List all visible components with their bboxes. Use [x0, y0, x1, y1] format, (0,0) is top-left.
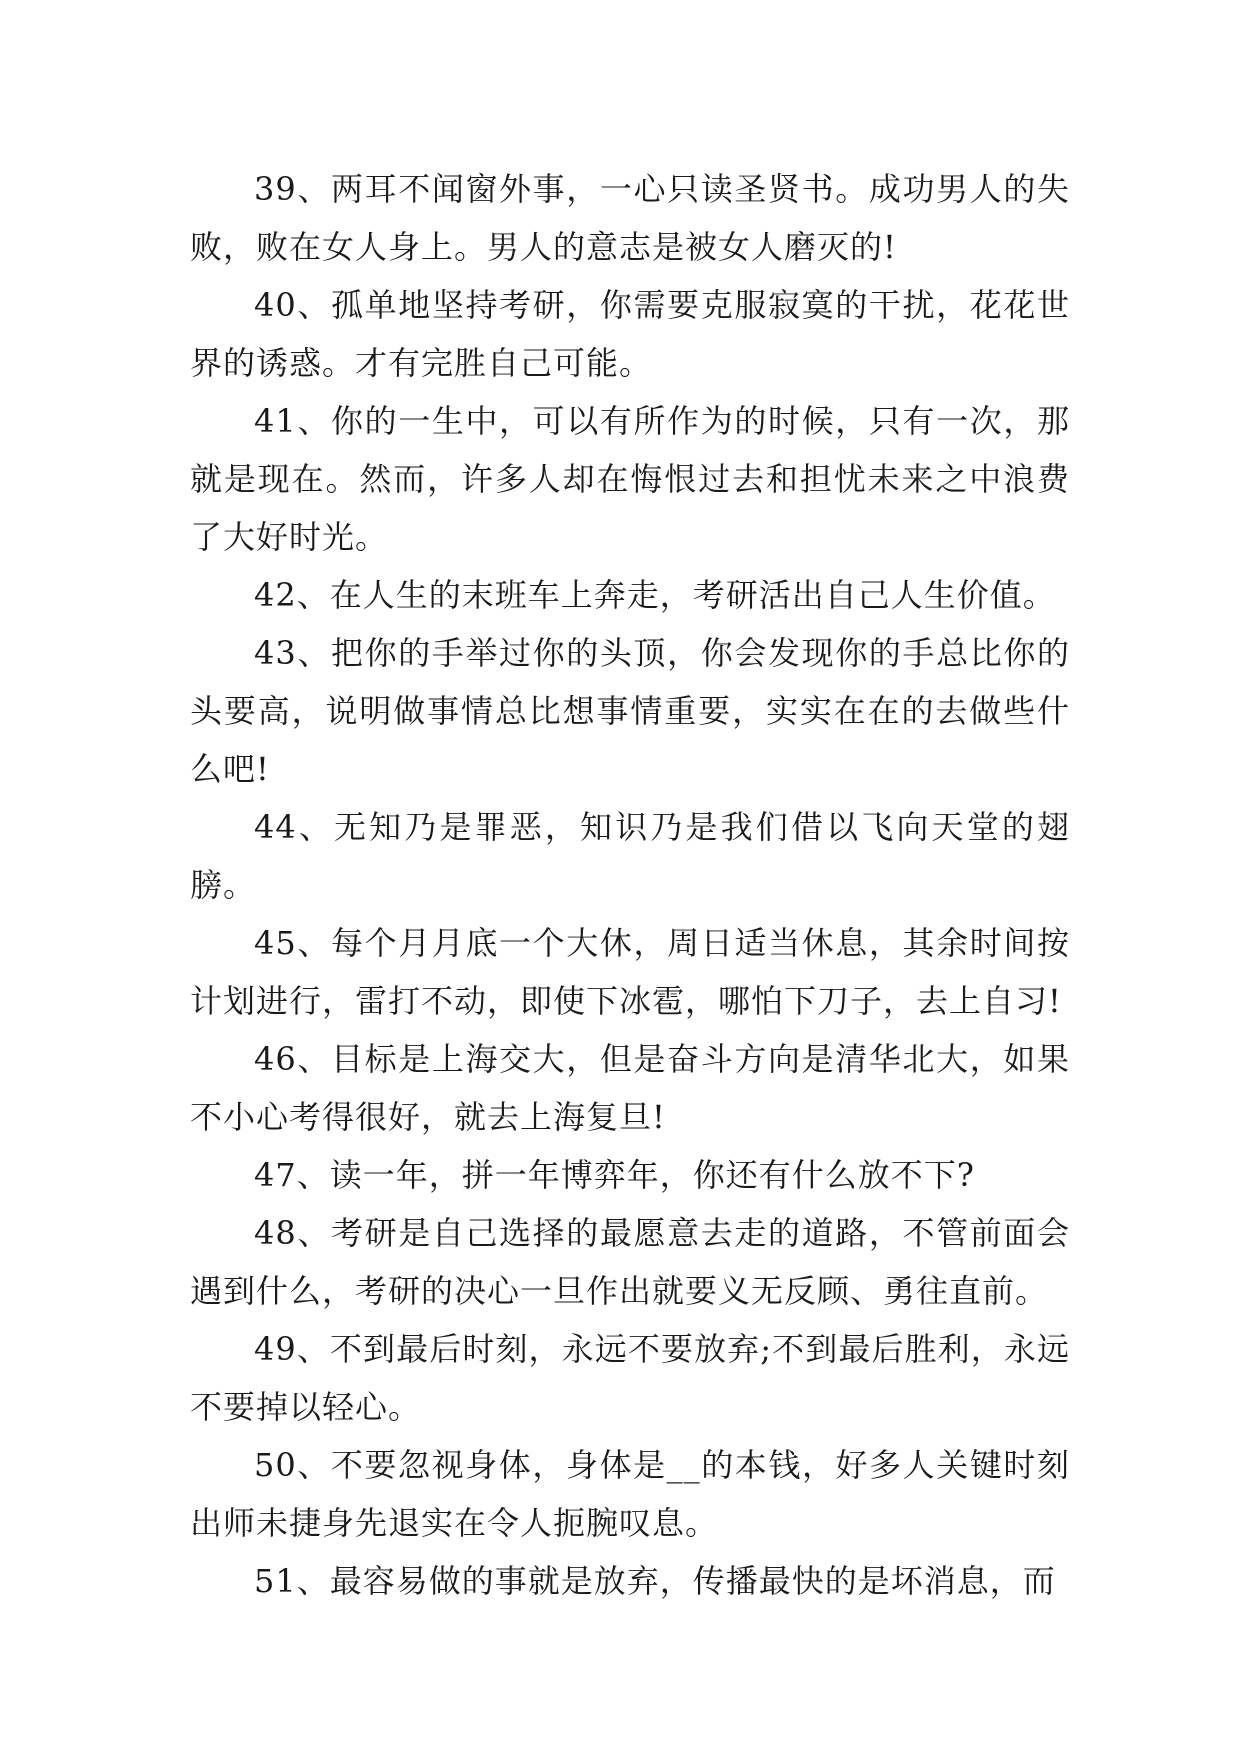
paragraph-41: 41、你的一生中，可以有所作为的时候，只有一次，那就是现在。然而，许多人却在悔恨过去和担忧未来之中浪费了大好时光。	[190, 402, 1070, 556]
paragraph-43: 43、把你的手举过你的头顶，你会发现你的手总比你的头要高，说明做事情总比想事情重要，实实在在的去做些什么吧!	[190, 634, 1070, 788]
paragraph-51: 51、最容易做的事就是放弃，传播最快的是坏消息，而	[254, 1562, 1056, 1600]
paragraph-49: 49、不到最后时刻，永远不要放弃;不到最后胜利，永远不要掉以轻心。	[190, 1330, 1070, 1426]
paragraph-44: 44、无知乃是罪恶，知识乃是我们借以飞向天堂的翅膀。	[190, 808, 1070, 904]
document-body	[190, 160, 1070, 1610]
paragraph-46: 46、目标是上海交大，但是奋斗方向是清华北大，如果不小心考得很好，就去上海复旦!	[190, 1040, 1070, 1136]
paragraph-48: 48、考研是自己选择的最愿意去走的道路，不管前面会遇到什么，考研的决心一旦作出就要义无反顾、勇往直前。	[190, 1214, 1070, 1310]
paragraph-45: 45、每个月月底一个大休，周日适当休息，其余时间按计划进行，雷打不动，即使下冰雹，哪怕下刀子，去上自习!	[190, 924, 1070, 1020]
paragraph-47: 47、读一年，拼一年博弈年，你还有什么放不下?	[254, 1156, 975, 1194]
paragraph-39: 39、两耳不闻窗外事，一心只读圣贤书。成功男人的失败，败在女人身上。男人的意志是被女人磨灭的!	[190, 170, 1070, 266]
paragraph-50: 50、不要忽视身体，身体是__的本钱，好多人关键时刻出师未捷身先退实在令人扼腕叹息。	[190, 1446, 1070, 1542]
paragraph-40: 40、孤单地坚持考研，你需要克服寂寞的干扰，花花世界的诱惑。才有完胜自己可能。	[190, 286, 1070, 382]
paragraph-42: 42、在人生的末班车上奔走，考研活出自己人生价值。	[254, 576, 1056, 614]
